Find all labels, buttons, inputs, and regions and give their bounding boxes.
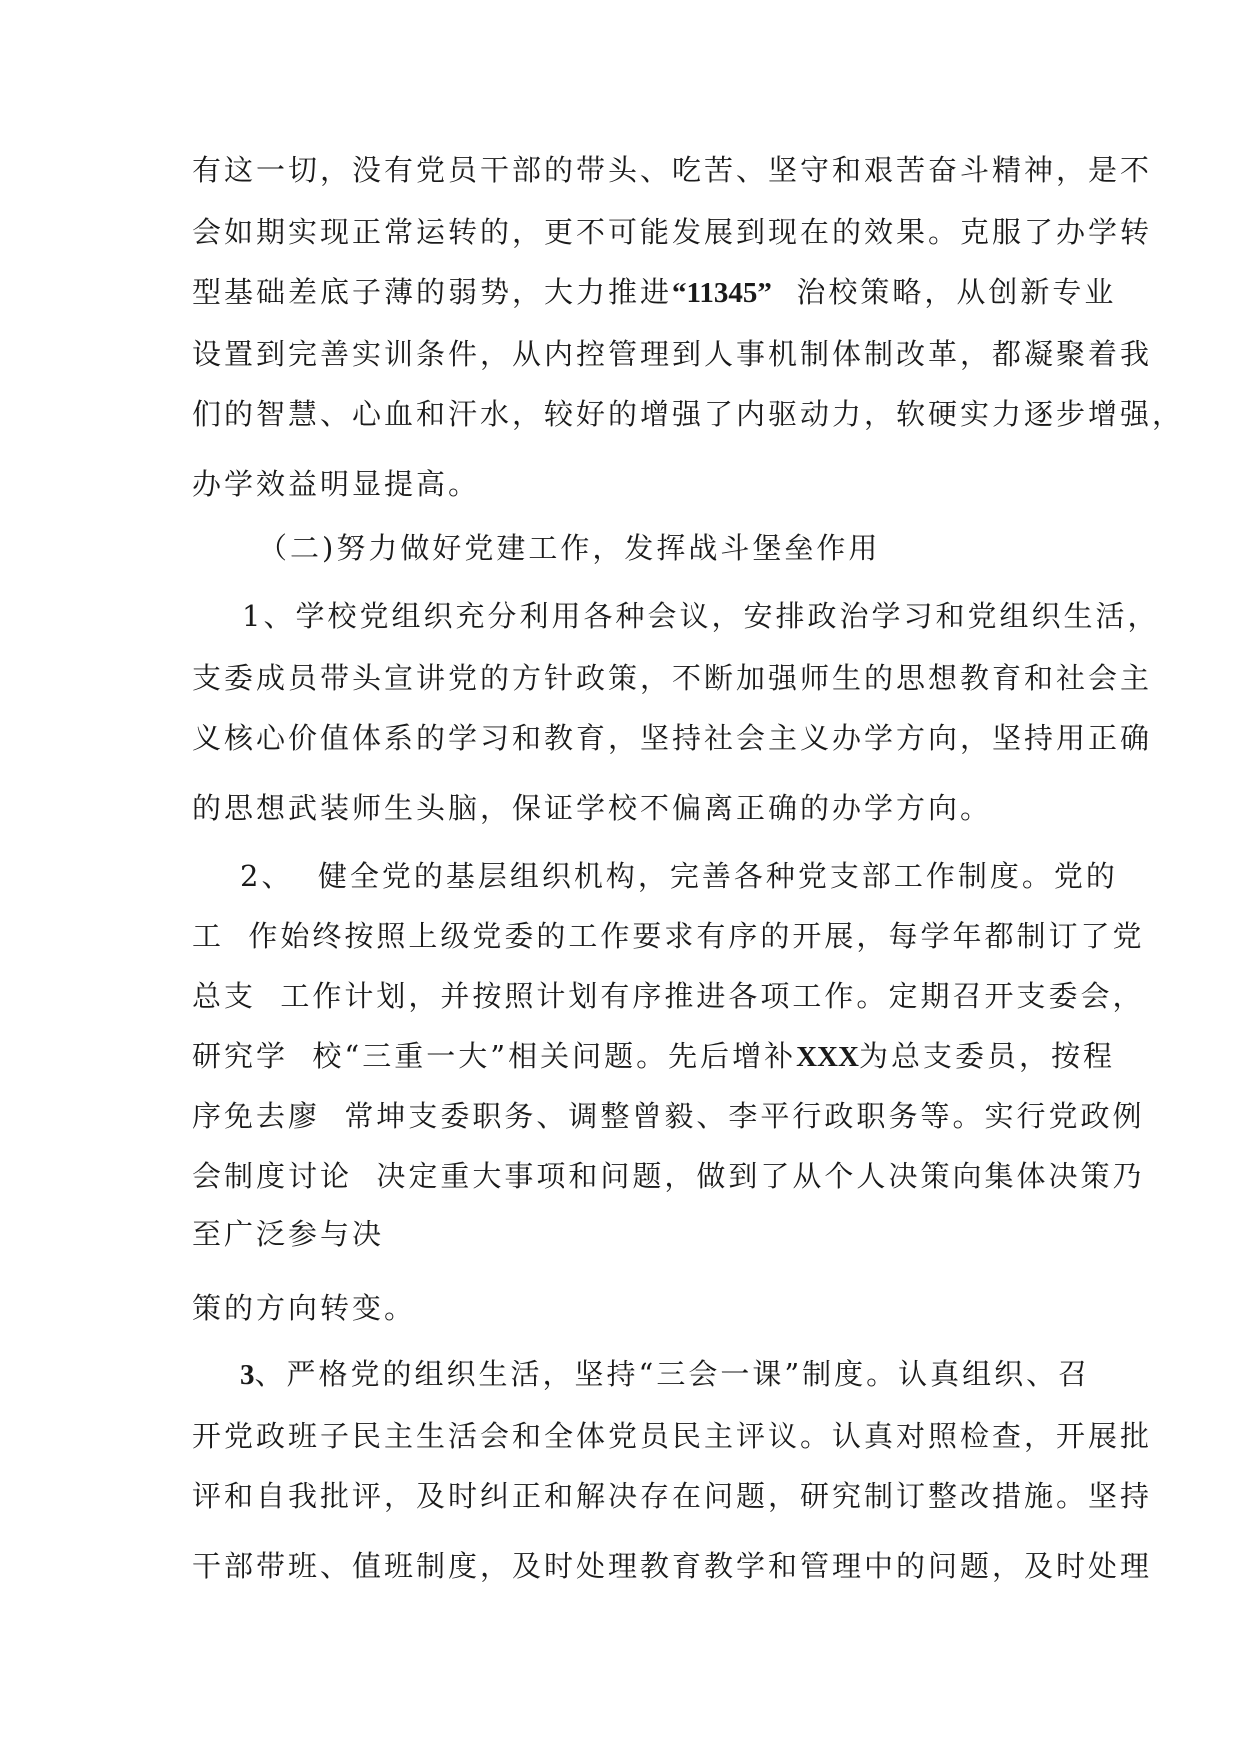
text-line: 序免去廖 常坤支委职务、调整曾毅、李平行政职务等。实行党政例 (192, 1099, 1145, 1133)
text-line: 办学效益明显提高。 (192, 467, 481, 501)
text-run: 型基础差底子薄的弱势，大力推进 (192, 275, 673, 309)
text-run: 为总支委员，按程 (858, 1039, 1115, 1073)
bold-number: 3 (240, 1359, 255, 1391)
text-line: 支委成员带头宣讲党的方针政策，不断加强师生的思想教育和社会主 (192, 661, 1153, 695)
text-line: 会如期实现正常运转的，更不可能发展到现在的效果。克服了办学转 (192, 215, 1153, 249)
bold-number: “11345” (672, 277, 772, 309)
text-run: 研究学 校“三重一大”相关问题。先后增补 (192, 1039, 797, 1073)
text-line: 的思想武装师生头脑，保证学校不偏离正确的办学方向。 (192, 791, 993, 825)
text-line (192, 274, 1116, 311)
text-line: 会制度讨论 决定重大事项和问题，做到了从个人决策向集体决策乃 (192, 1159, 1145, 1193)
text-line: 评和自我批评，及时纠正和解决存在问题，研究制订整改措施。坚持 (192, 1479, 1153, 1513)
text-line: 策的方向转变。 (192, 1291, 417, 1325)
text-line: 义核心价值体系的学习和教育，坚持社会主义办学方向，坚持用正确 (192, 721, 1153, 755)
section-heading: （二)努力做好党建工作，发挥战斗堡垒作用 (258, 531, 881, 565)
bold-code: XXX (796, 1041, 859, 1073)
text-line: 至广泛参与决 (192, 1217, 385, 1251)
text-line: 工 作始终按照上级党委的工作要求有序的开展，每学年都制订了党 (192, 919, 1145, 953)
text-line: 2、 健全党的基层组织机构，完善各种党支部工作制度。党的 (240, 859, 1118, 893)
text-line: 总支 工作计划，并按照计划有序推进各项工作。定期召开支委会， (192, 979, 1145, 1013)
text-line: 设置到完善实训条件，从内控管理到人事机制体制改革，都凝聚着我 (192, 337, 1153, 371)
text-line: 有这一切，没有党员干部的带头、吃苦、坚守和艰苦奋斗精神，是不 (192, 153, 1153, 187)
text-line: 1、学校党组织充分利用各种会议，安排政治学习和党组织生活， (242, 599, 1160, 633)
text-line: 开党政班子民主生活会和全体党员民主评议。认真对照检查，开展批 (192, 1419, 1153, 1453)
text-line (240, 1356, 1090, 1393)
text-line: 们的智慧、心血和汗水，较好的增强了内驱动力，软硬实力逐步增强， (192, 397, 1185, 431)
text-line: 干部带班、值班制度，及时处理教育教学和管理中的问题，及时处理 (192, 1549, 1153, 1583)
text-line (192, 1038, 1115, 1075)
text-run: 、严格党的组织生活，坚持“三会一课”制度。认真组织、召 (254, 1357, 1091, 1391)
text-run: 治校策略，从创新专业 (771, 275, 1117, 309)
